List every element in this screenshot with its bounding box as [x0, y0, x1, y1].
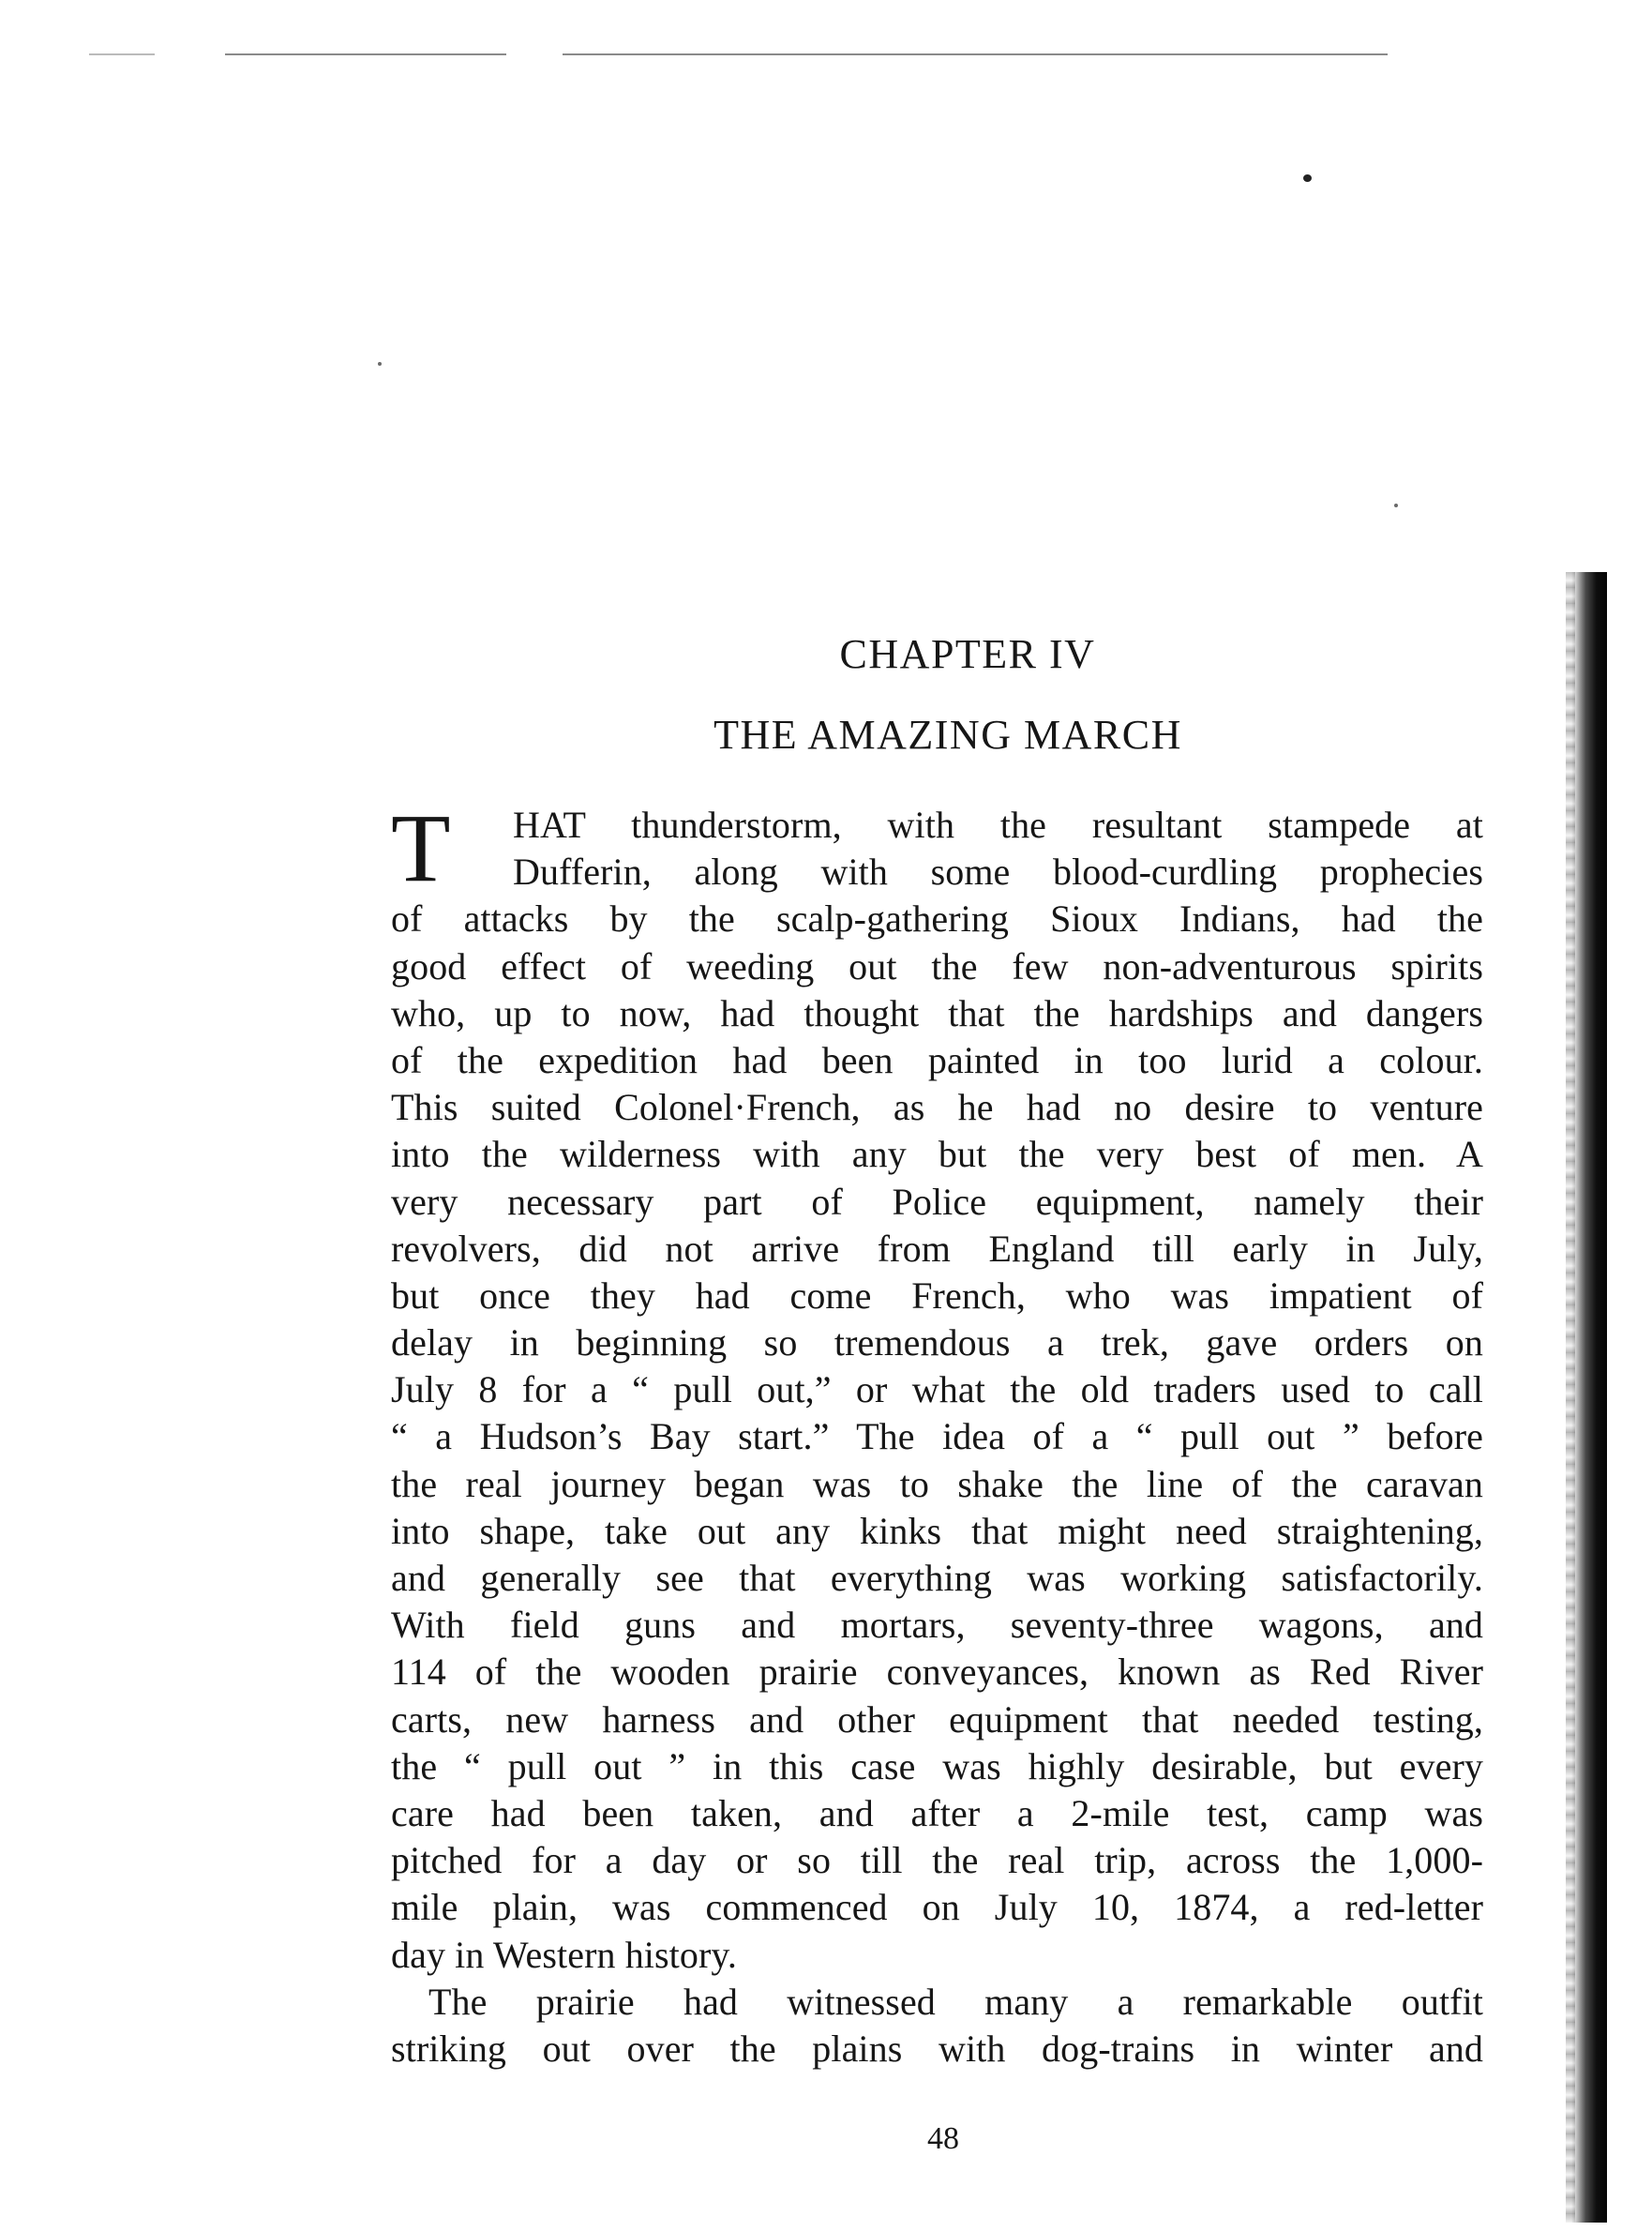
text-line: good effect of weeding out the few non-adventurous spirits — [391, 944, 1483, 987]
text-line: The prairie had witnessed many a remarkable outfit — [428, 1980, 1483, 2023]
text-line: day in Western history. — [391, 1933, 738, 1976]
chapter-number: CHAPTER IV — [839, 631, 1096, 677]
text-line: With field guns and mortars, seventy-three wagons, and — [391, 1604, 1483, 1647]
body-text — [391, 794, 1483, 2073]
text-line: July 8 for a “ pull out,” or what the old traders used to call — [391, 1368, 1483, 1411]
text-line: into the wilderness with any but the very best of men. A — [391, 1133, 1483, 1176]
chapter-title: THE AMAZING MARCH — [713, 712, 1182, 758]
text-line: Dufferin, along with some blood-curdling prophecies — [513, 851, 1483, 894]
text-line: carts, new harness and other equipment that needed testing, — [391, 1697, 1483, 1741]
text-line: care had been taken, and after a 2-mile test, camp was — [391, 1791, 1483, 1834]
text-line: of attacks by the scalp-gathering Sioux Indians, had the — [391, 897, 1483, 941]
text-line: very necessary part of Police equipment, namely their — [391, 1180, 1483, 1223]
text-line: “ a Hudson’s Bay start.” The idea of a “ pull out ” before — [391, 1415, 1483, 1458]
ink-speck — [378, 362, 382, 366]
text-line: revolvers, did not arrive from England till early in July, — [391, 1227, 1483, 1270]
text-line: into shape, take out any kinks that might need straightening, — [391, 1509, 1483, 1552]
page-number: 48 — [927, 2121, 959, 2156]
top-edge-rule — [225, 53, 506, 55]
text-line: mile plain, was commenced on July 10, 1874, a red-letter — [391, 1886, 1483, 1929]
top-edge-rule — [563, 53, 1388, 55]
text-line: of the expedition had been painted in too lurid a colour. — [391, 1038, 1483, 1081]
text-line: HAT thunderstorm, with the resultant stampede at — [513, 804, 1483, 846]
text-line: the “ pull out ” in this case was highly desirable, but every — [391, 1744, 1483, 1787]
text-line: and generally see that everything was working satisfactorily. — [391, 1557, 1483, 1599]
drop-cap: T — [391, 794, 451, 902]
text-line: delay in beginning so tremendous a trek, gave orders on — [391, 1321, 1483, 1364]
text-line: striking out over the plains with dog-trains in winter and — [391, 2027, 1483, 2070]
text-line: This suited Colonel·French, as he had no desire to venture — [391, 1086, 1483, 1129]
text-line: 114 of the wooden prairie conveyances, known as Red River — [391, 1651, 1483, 1694]
text-line: but once they had come French, who was impatient of — [391, 1274, 1483, 1317]
top-edge-rule — [89, 53, 155, 55]
ink-speck — [1303, 174, 1312, 182]
text-line: who, up to now, had thought that the hardships and dangers — [391, 991, 1483, 1034]
ink-speck — [1394, 504, 1398, 507]
binding-shadow — [1571, 572, 1607, 2223]
text-line: pitched for a day or so till the real trip, across the 1,000- — [391, 1839, 1483, 1882]
text-line: the real journey began was to shake the line of the caravan — [391, 1462, 1483, 1505]
